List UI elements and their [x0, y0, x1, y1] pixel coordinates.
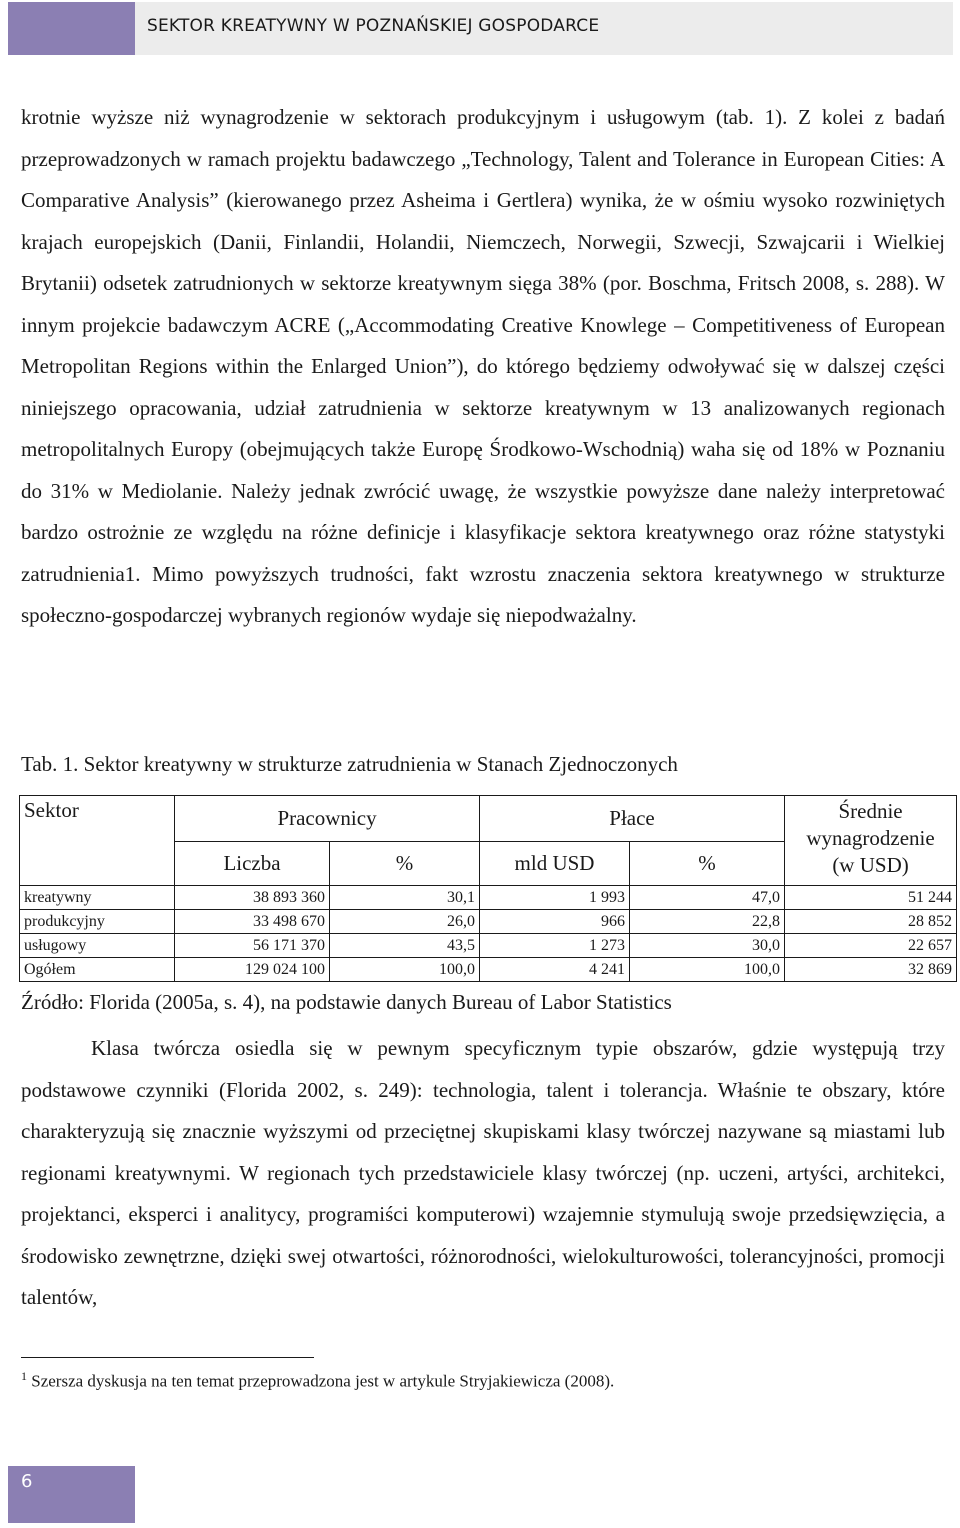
- cell-pct-pracownicy: 30,1: [330, 886, 480, 910]
- header-pracownicy: Pracownicy: [175, 796, 480, 842]
- header-percent-pracownicy: %: [330, 842, 480, 886]
- table-row: [20, 886, 957, 910]
- header-accent-block: [8, 2, 135, 55]
- cell-srednie: 22 657: [785, 934, 957, 958]
- header-sektor: Sektor: [20, 796, 175, 886]
- header-percent-place: %: [630, 842, 785, 886]
- cell-liczba: 38 893 360: [175, 886, 330, 910]
- header-place: Płace: [480, 796, 785, 842]
- cell-pct-place: 47,0: [630, 886, 785, 910]
- cell-pct-place: 30,0: [630, 934, 785, 958]
- table-row: [20, 910, 957, 934]
- header-srednie-line2: wynagrodzenie: [806, 826, 935, 850]
- table-source: Źródło: Florida (2005a, s. 4), na podstawie danych Bureau of Labor Statistics: [21, 990, 672, 1014]
- footnote-text: Szersza dyskusja na ten temat przeprowadzona jest w artykule Stryjakiewicza (2008).: [31, 1371, 615, 1391]
- footnote: [21, 1369, 614, 1392]
- cell-pct-pracownicy: 100,0: [330, 958, 480, 982]
- cell-mld-usd: 1 273: [480, 934, 630, 958]
- cell-pct-place: 22,8: [630, 910, 785, 934]
- cell-mld-usd: 966: [480, 910, 630, 934]
- cell-pct-pracownicy: 43,5: [330, 934, 480, 958]
- table-row-total: [20, 958, 957, 982]
- cell-mld-usd: 4 241: [480, 958, 630, 982]
- cell-liczba: 33 498 670: [175, 910, 330, 934]
- cell-srednie: 32 869: [785, 958, 957, 982]
- page-number: 6: [21, 1471, 33, 1492]
- page-number-box: [8, 1466, 135, 1523]
- cell-mld-usd: 1 993: [480, 886, 630, 910]
- header-srednie-line3: (w USD): [832, 853, 909, 877]
- header-srednie-line1: Średnie: [838, 799, 903, 823]
- cell-liczba: 56 171 370: [175, 934, 330, 958]
- footnote-divider: [21, 1357, 314, 1358]
- body-paragraph-2: Klasa twórcza osiedla się w pewnym specyficznym typie obszarów, gdzie występują trzy podstawowe czynniki (Florida 2002, s. 249): technologia, talent i tolerancja. Właśnie te obszary, które charakteryzują się znacznie wyższymi od przeciętnej skupiskami klasy twórczej nazywane są miastami lub regionami kreatywnymi. W regionach tych przedstawiciele klasy twórczej (np. uczeni, artyści, architekci, projektanci, eksperci i analitycy, programiści komputerowi) wzajemnie stymulują swoje przedsięwzięcia, a środowisko zewnętrzne, dzięki swej otwartości, różnorodności, wielokulturowości, tolerancyjności, promocji talentów,: [21, 1036, 945, 1309]
- cell-sektor: usługowy: [20, 934, 175, 958]
- cell-srednie: 28 852: [785, 910, 957, 934]
- body-paragraph-1: krotnie wyższe niż wynagrodzenie w sektorach produkcyjnym i usługowym (tab. 1). Z kolei z badań przeprowadzonych w ramach projektu badawczego „Technology, Talent and Tolerance in European Cities: A Comparative Analysis” (kierowanego przez Asheima i Gertlera) wynika, że w ośmiu wysoko rozwiniętych krajach europejskich (Danii, Finlandii, Holandii, Niemczech, Norwegii, Szwecji, Szwajcarii i Wielkiej Brytanii) odsetek zatrudnionych w sektorze kreatywnym sięga 38% (por. Boschma, Fritsch 2008, s. 288). W innym projekcie badawczym ACRE („Accommodating Creative Knowlege – Competitiveness of European Metropolitan Regions within the Enlarged Union”), do którego będziemy odwoływać się w dalszej części niniejszego opracowania, udział zatrudnienia w sektorze kreatywnym w 13 analizowanych regionach metropolitalnych Europy (obejmujących także Europę Środkowo-Wschodnią) waha się od 18% w Poznaniu do 31% w Mediolanie. Należy jednak zwrócić uwagę, że wszystkie powyższe dane należy interpretować bardzo ostrożnie ze względu na różne definicje i klasyfikacje sektora kreatywnego oraz różne statystyki zatrudnienia1. Mimo powyższych trudności, fakt wzrostu znaczenia sektora kreatywnego w strukturze społeczno-gospodarczej wybranych regionów wydaje się niepodważalny.: [21, 105, 945, 627]
- cell-sektor: produkcyjny: [20, 910, 175, 934]
- cell-pct-place: 100,0: [630, 958, 785, 982]
- employment-table: [19, 795, 957, 982]
- footnote-marker: 1: [21, 1369, 27, 1383]
- cell-sektor: Ogółem: [20, 958, 175, 982]
- header-liczba: Liczba: [175, 842, 330, 886]
- cell-sektor: kreatywny: [20, 886, 175, 910]
- running-header-title: SEKTOR KREATYWNY W POZNAŃSKIEJ GOSPODARCE: [147, 16, 600, 36]
- table-row: [20, 934, 957, 958]
- cell-liczba: 129 024 100: [175, 958, 330, 982]
- header-mld-usd: mld USD: [480, 842, 630, 886]
- cell-pct-pracownicy: 26,0: [330, 910, 480, 934]
- header-srednie-wynagrodzenie: [785, 796, 957, 886]
- table-caption: Tab. 1. Sektor kreatywny w strukturze zatrudnienia w Stanach Zjednoczonych: [21, 752, 678, 776]
- cell-srednie: 51 244: [785, 886, 957, 910]
